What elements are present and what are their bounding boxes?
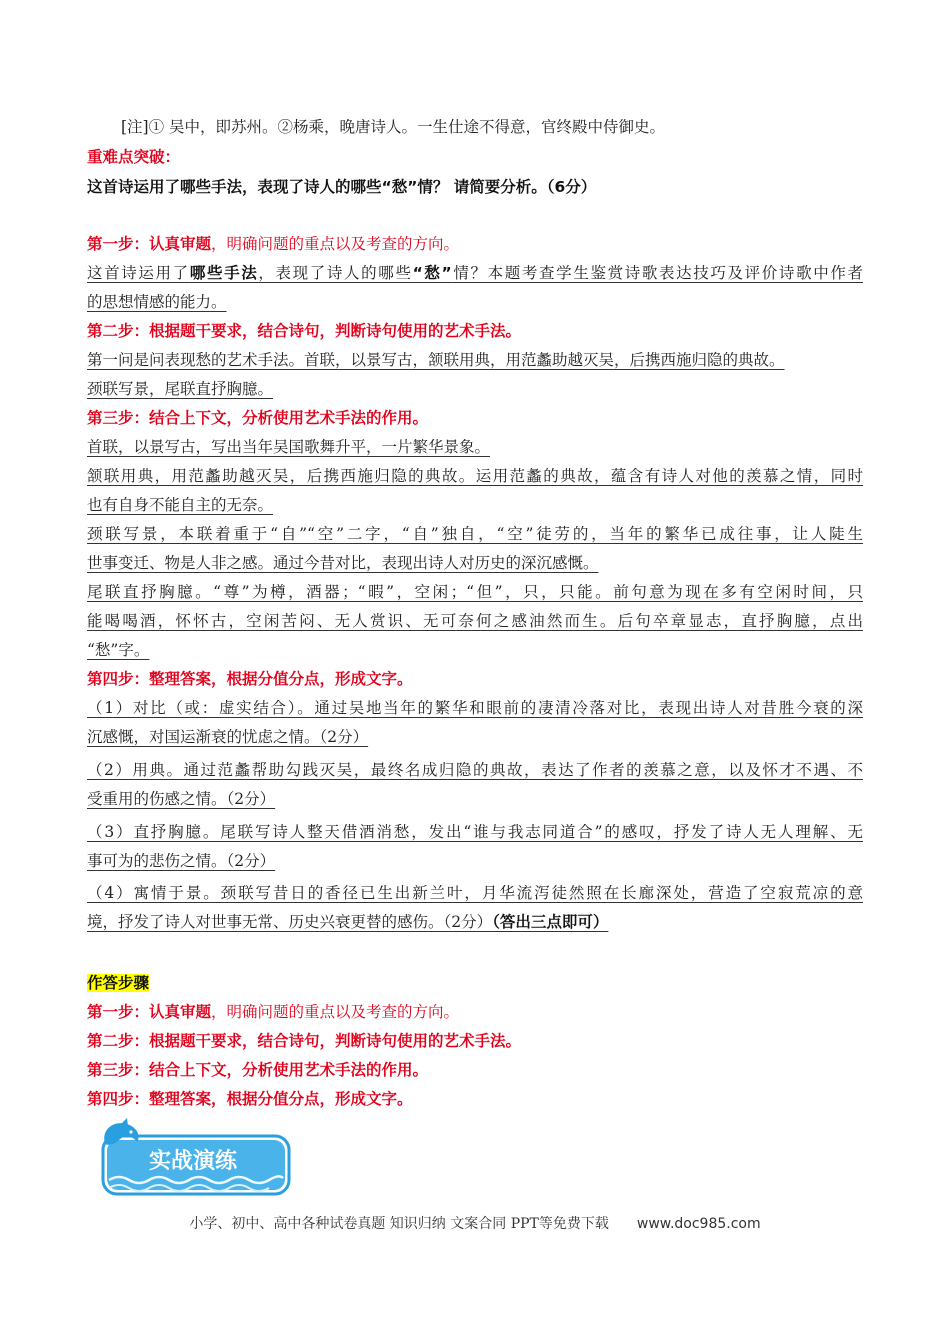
practice-badge [97,1118,292,1198]
step2-text-line2: 颈联写景，尾联直抒胸臆。 [87,380,274,398]
answer-4-line1: （4）寓情于景。颈联写昔日的香径已生出新兰叶，月华流泻徒然照在长廊深处，营造了空寂荒凉的意 [87,884,863,902]
answer-4-text: 境，抒发了诗人对世事无常、历史兴衰更替的感伤。（2分） [87,913,493,931]
step1-label: 第一步：认真审题 [87,235,212,253]
summary-step4: 第四步：整理答案，根据分值分点，形成文字。 [87,1090,413,1108]
step1-text-bold2: “愁” [412,264,452,282]
step3-text-line8: “愁”字。 [87,641,150,659]
step3-text-line6: 尾联直抒胸臆。“尊”为樽，酒器；“暇”，空闲；“但”，只，只能。前句意为现在多有空闲时间，只 [87,583,863,601]
answer-2-line1: （2）用典。通过范蠡帮助勾践灭吴，最终名成归隐的典故，表达了作者的羡慕之意，以及怀才不遇、不 [87,761,863,779]
answer-1-line1: （1）对比（或：虚实结合）。通过吴地当年的繁华和眼前的凄清冷落对比，表现出诗人对昔胜今衰的深 [87,699,863,717]
summary-title [87,973,149,993]
summary-step1-rest: ，明确问题的重点以及考查的方向。 [211,1003,460,1021]
step1-heading [87,234,459,254]
step1-text-bold1: 哪些手法 [189,264,259,282]
answer-3-line1: （3）直抒胸臆。尾联写诗人整天借酒消愁，发出“谁与我志同道合”的感叹，抒发了诗人无人理解、无 [87,823,863,841]
step1-text-mid: ，表现了诗人的哪些 [258,264,413,282]
step2-heading: 第二步：根据题干要求，结合诗句，判断诗句使用的艺术手法。 [87,322,522,340]
footer-site: www.doc985.com [636,1216,761,1232]
step3-text-line1: 首联，以景写古，写出当年吴国歌舞升平，一片繁华景象。 [87,438,491,456]
badge-text: 实战演练 [148,1149,238,1174]
step1-rest: ，明确问题的重点以及考查的方向。 [211,235,460,253]
step1-text-line2: 的思想情感的能力。 [87,293,227,311]
step3-text-line3: 也有自身不能自主的无奈。 [87,496,274,514]
question: 这首诗运用了哪些手法，表现了诗人的哪些“愁”情？ 请简要分析。（6分） [87,178,597,196]
step3-heading: 第三步：结合上下文，分析使用艺术手法的作用。 [87,409,429,427]
step2-text-line1: 第一问是问表现愁的艺术手法。首联，以景写古，颔联用典，用范蠡助越灭吴，后携西施归隐的典故。 [87,351,785,369]
step3-text-line2: 颔联用典，用范蠡助越灭吴，后携西施归隐的典故。运用范蠡的典故，蕴含有诗人对他的羡慕之情，同时 [87,467,863,485]
summary-step3: 第三步：结合上下文，分析使用艺术手法的作用。 [87,1061,429,1079]
poem-note: [注]① 吴中，即苏州。②杨乘，晚唐诗人。一生仕途不得意，官终殿中侍御史。 [121,118,666,136]
answer-4-line2 [87,912,608,932]
step3-text-line4: 颈联写景，本联着重于“自”“空”二字，“自”独自，“空”徒劳的，当年的繁华已成往事，让人陡生 [87,525,863,543]
summary-step2: 第二步：根据题干要求，结合诗句，判断诗句使用的艺术手法。 [87,1032,522,1050]
answer-1-line2: 沉感慨，对国运渐衰的忧虑之情。（2分） [87,728,369,746]
summary-step1 [87,1002,459,1022]
step1-text-line1 [87,263,863,283]
step3-text-line7: 能喝喝酒，怀怀古，空闲苦闷、无人赏识、无可奈何之感油然而生。后句卒章显志，直抒胸臆，点出 [87,612,863,630]
answer-tail-note: （答出三点即可） [492,913,609,931]
step3-text-line5: 世事变迁、物是人非之感。通过今昔对比，表现出诗人对历史的深沉感慨。 [87,554,599,572]
section-title: 重难点突破： [87,148,181,166]
summary-step1-label: 第一步：认真审题 [87,1003,212,1021]
answer-2-line2: 受重用的伤感之情。（2分） [87,790,276,808]
footer-text: 小学、初中、高中各种试卷真题 知识归纳 文案合同 PPT等免费下载 [189,1216,609,1232]
answer-3-line2: 事可为的悲伤之情。（2分） [87,852,276,870]
step1-text-post: 情？本题考查学生鉴赏诗歌表达技巧及评价诗歌中作者 [451,264,863,282]
summary-title-text: 作答步骤 [87,974,150,992]
step4-heading: 第四步：整理答案，根据分值分点，形成文字。 [87,670,413,688]
step1-text-pre: 这首诗运用了 [87,264,190,282]
page-footer [0,1213,950,1233]
